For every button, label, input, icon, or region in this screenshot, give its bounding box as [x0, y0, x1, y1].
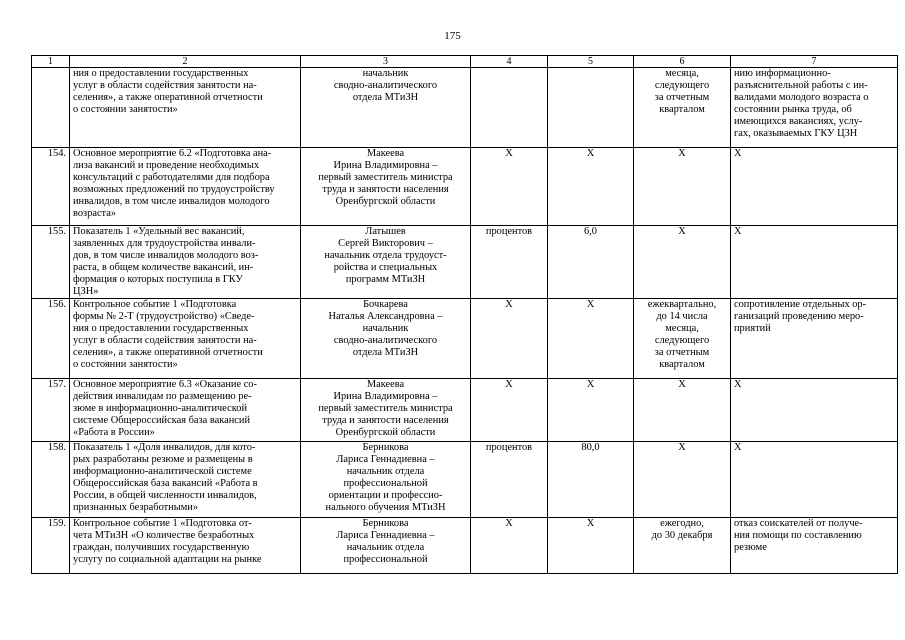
- column-header: 3: [301, 56, 471, 68]
- note-cell: нию информационно- разъяснительной работы с ин- валидами молодого возраста о состоянии рынка труда, об имеющихся вакансиях, услу- гах, оказываемых ГКУ ЦЗН: [731, 68, 898, 148]
- column-header: 4: [471, 56, 548, 68]
- value-cell: X: [548, 299, 634, 379]
- row-number-cell: 154.: [32, 148, 70, 226]
- row-number-cell: 156.: [32, 299, 70, 379]
- deadline-cell: X: [634, 226, 731, 299]
- unit-cell: X: [471, 518, 548, 574]
- event-cell: Основное мероприятие 6.2 «Подготовка ана- лиза вакансий и проведение необходимых консультаций с работодателями для подбора возможных предложений по трудоустройству инвалидов, в том числе инвалидов молодого возраста»: [70, 148, 301, 226]
- table-row: [32, 68, 898, 148]
- unit-cell: X: [471, 379, 548, 442]
- note-cell: X: [731, 148, 898, 226]
- unit-cell: процентов: [471, 226, 548, 299]
- note-cell: отказ соискателей от получе- ния помощи по составлению резюме: [731, 518, 898, 574]
- responsible-person-cell: Латышев Сергей Викторович – начальник отдела трудоуст- ройства и специальных программ МТиЗН: [301, 226, 471, 299]
- row-number-cell: 157.: [32, 379, 70, 442]
- unit-cell: [471, 68, 548, 148]
- deadline-cell: X: [634, 379, 731, 442]
- unit-cell: X: [471, 148, 548, 226]
- table-row: [32, 518, 898, 574]
- column-header: 6: [634, 56, 731, 68]
- deadline-cell: X: [634, 148, 731, 226]
- table-row: [32, 148, 898, 226]
- value-cell: [548, 68, 634, 148]
- unit-cell: X: [471, 299, 548, 379]
- value-cell: X: [548, 518, 634, 574]
- table-header-row: [32, 56, 898, 68]
- responsible-person-cell: Макеева Ирина Владимировна – первый заместитель министра труда и занятости населения Оренбургской области: [301, 148, 471, 226]
- row-number-cell: [32, 68, 70, 148]
- event-cell: Контрольное событие 1 «Подготовка формы № 2-Т (трудоустройство) «Сведе- ния о предоставлении государственных услуг в области содействия занятости на- селения», а также оперативной отчетности о состоянии занятости»: [70, 299, 301, 379]
- table-row: [32, 379, 898, 442]
- table-row: [32, 226, 898, 299]
- value-cell: 6,0: [548, 226, 634, 299]
- responsible-person-cell: Берникова Лариса Геннадиевна – начальник отдела профессиональной: [301, 518, 471, 574]
- row-number-cell: 155.: [32, 226, 70, 299]
- note-cell: сопротивление отдельных ор- ганизаций проведению меро- приятий: [731, 299, 898, 379]
- deadline-cell: месяца, следующего за отчетным кварталом: [634, 68, 731, 148]
- column-header: 2: [70, 56, 301, 68]
- column-header: 7: [731, 56, 898, 68]
- table-row: [32, 299, 898, 379]
- document-table: [31, 55, 898, 574]
- event-cell: Контрольное событие 1 «Подготовка от- чета МТиЗН «О количестве безработных граждан, получивших государственную услугу по социальной адаптации на рынке: [70, 518, 301, 574]
- deadline-cell: ежеквартально, до 14 числа месяца, следующего за отчетным кварталом: [634, 299, 731, 379]
- event-cell: Основное мероприятие 6.3 «Оказание со- действия инвалидам по размещению ре- зюме в информационно-аналитической системе Общероссийская база вакансий «Работа в России»: [70, 379, 301, 442]
- deadline-cell: ежегодно, до 30 декабря: [634, 518, 731, 574]
- responsible-person-cell: начальник сводно-аналитического отдела МТиЗН: [301, 68, 471, 148]
- responsible-person-cell: Берникова Лариса Геннадиевна – начальник отдела профессиональной ориентации и профессио- нального обучения МТиЗН: [301, 442, 471, 518]
- row-number-cell: 158.: [32, 442, 70, 518]
- note-cell: X: [731, 442, 898, 518]
- table-row: [32, 442, 898, 518]
- event-cell: Показатель 1 «Удельный вес вакансий, заявленных для трудоустройства инвали- дов, в том числе инвалидов молодого воз- раста, в общем количестве вакансий, ин- формация о которых поступила в ГКУ ЦЗН»: [70, 226, 301, 299]
- page-number: 175: [444, 30, 461, 42]
- column-header: 5: [548, 56, 634, 68]
- event-cell: ния о предоставлении государственных услуг в области содействия занятости на- селения», а также оперативной отчетности о состоянии занятости»: [70, 68, 301, 148]
- note-cell: X: [731, 226, 898, 299]
- value-cell: X: [548, 379, 634, 442]
- deadline-cell: X: [634, 442, 731, 518]
- value-cell: 80,0: [548, 442, 634, 518]
- responsible-person-cell: Макеева Ирина Владимировна – первый заместитель министра труда и занятости населения Оренбургской области: [301, 379, 471, 442]
- responsible-person-cell: Бочкарева Наталья Александровна – начальник сводно-аналитического отдела МТиЗН: [301, 299, 471, 379]
- event-cell: Показатель 1 «Доля инвалидов, для кото- рых разработаны резюме и размещены в информационно-аналитической системе Общероссийская база вакансий «Работа в России, в общей численности инвалидов, признанных безработными»: [70, 442, 301, 518]
- note-cell: X: [731, 379, 898, 442]
- value-cell: X: [548, 148, 634, 226]
- column-header: 1: [32, 56, 70, 68]
- unit-cell: процентов: [471, 442, 548, 518]
- row-number-cell: 159.: [32, 518, 70, 574]
